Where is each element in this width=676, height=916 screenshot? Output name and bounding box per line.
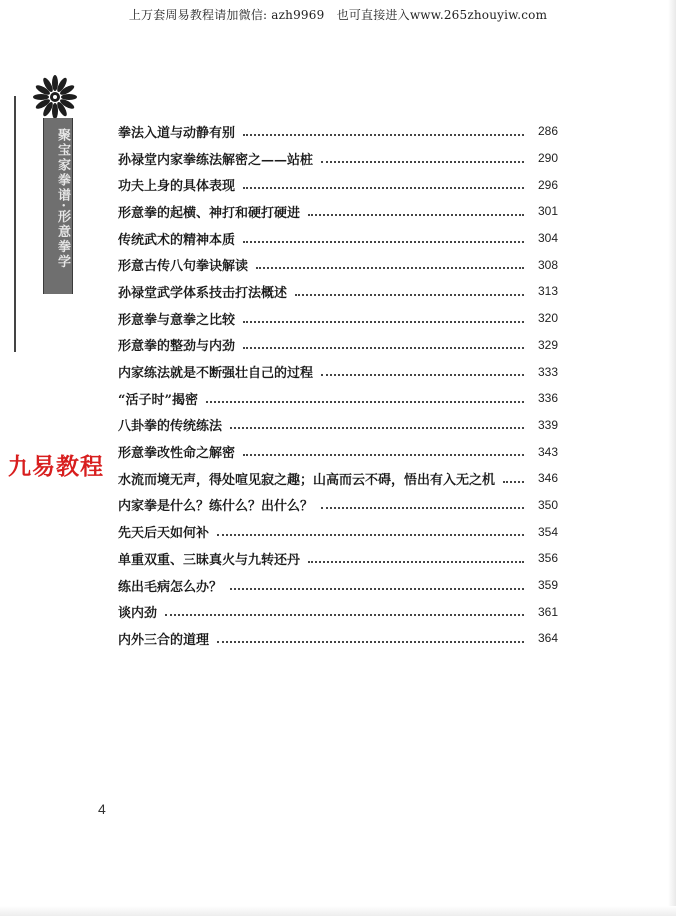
toc-entry-page: 346 <box>537 471 558 486</box>
toc-entry-page: 333 <box>537 364 558 379</box>
toc-entry-title: “活子时”揭密 <box>118 392 198 408</box>
spine-title-strip <box>43 118 73 294</box>
toc-entry-title: 功夫上身的具体表现 <box>118 179 236 195</box>
dot-leader <box>217 533 524 536</box>
toc-entry-title: 形意拳的整劲与内劲 <box>118 339 236 355</box>
toc-entry-title: 内外三合的道理 <box>118 632 210 648</box>
flower-ornament-icon <box>30 72 80 122</box>
toc-entry[interactable] <box>118 625 558 652</box>
toc-entry-page: 350 <box>537 497 558 512</box>
toc-entry-title: 形意拳的起横、神打和硬打硬进 <box>118 205 301 221</box>
dot-leader <box>206 400 524 403</box>
toc-entry-page: 359 <box>537 578 558 593</box>
toc-entry-page: 356 <box>537 551 558 566</box>
toc-entry[interactable] <box>118 225 558 252</box>
toc-entry-page: 343 <box>537 444 558 459</box>
dot-leader <box>503 480 524 483</box>
toc-entry[interactable] <box>118 145 558 172</box>
top-banner: 上万套周易教程请加微信: azh9969 也可直接进入www.265zhouyiw.com <box>128 8 548 22</box>
toc-entry-page: 290 <box>537 151 558 166</box>
toc-entry-title: 内家练法就是不断强壮自己的过程 <box>118 366 314 382</box>
toc-entry-page: 296 <box>537 177 558 192</box>
dot-leader <box>321 160 524 163</box>
toc-entry[interactable] <box>118 438 558 465</box>
dot-leader <box>230 587 524 590</box>
watermark-logo: 九易教程 <box>8 454 104 480</box>
dot-leader <box>243 186 524 189</box>
toc-entry-title: 形意古传八句拳诀解读 <box>118 259 249 275</box>
toc-entry[interactable] <box>118 358 558 385</box>
toc-entry-title: 练出毛病怎么办？ <box>118 579 223 595</box>
toc-entry-page: 339 <box>537 417 558 432</box>
toc-entry[interactable] <box>118 545 558 572</box>
dot-leader <box>243 453 524 456</box>
table-of-contents <box>118 118 558 652</box>
toc-entry-page: 304 <box>537 231 558 246</box>
dot-leader <box>243 240 524 243</box>
toc-entry-page: 336 <box>537 391 558 406</box>
toc-entry-page: 354 <box>537 524 558 539</box>
toc-entry-title: 八卦拳的传统练法 <box>118 419 223 435</box>
toc-entry[interactable] <box>118 572 558 599</box>
toc-entry-page: 286 <box>537 124 558 139</box>
toc-entry[interactable] <box>118 198 558 225</box>
toc-entry[interactable] <box>118 412 558 439</box>
toc-entry-title: 孙禄堂内家拳练法解密之——站桩 <box>118 152 314 168</box>
toc-entry[interactable] <box>118 118 558 145</box>
toc-entry-title: 先天后天如何补 <box>118 526 210 542</box>
dot-leader <box>165 613 524 616</box>
toc-entry-page: 313 <box>537 284 558 299</box>
toc-entry-page: 320 <box>537 311 558 326</box>
toc-entry-title: 拳法入道与动静有别 <box>118 125 236 141</box>
toc-entry[interactable] <box>118 251 558 278</box>
dot-leader <box>295 293 524 296</box>
scan-edge-right <box>668 0 676 916</box>
toc-entry-page: 308 <box>537 257 558 272</box>
toc-entry[interactable] <box>118 598 558 625</box>
spine-line <box>14 96 16 352</box>
dot-leader <box>308 560 524 563</box>
spine-title: 聚宝家拳谱·形意拳学 <box>55 128 70 270</box>
toc-entry-title: 单重双重、三昧真火与九转还丹 <box>118 552 301 568</box>
toc-entry-page: 364 <box>537 631 558 646</box>
toc-entry-page: 329 <box>537 337 558 352</box>
toc-entry-page: 361 <box>537 604 558 619</box>
dot-leader <box>243 133 524 136</box>
dot-leader <box>321 506 524 509</box>
toc-entry[interactable] <box>118 492 558 519</box>
dot-leader <box>243 320 524 323</box>
dot-leader <box>308 213 524 216</box>
toc-entry[interactable] <box>118 465 558 492</box>
toc-entry[interactable] <box>118 278 558 305</box>
toc-entry[interactable] <box>118 332 558 359</box>
toc-entry-title: 形意拳改性命之解密 <box>118 446 236 462</box>
dot-leader <box>256 266 524 269</box>
toc-entry-title: 水流而境无声，得处喧见寂之趣；山高而云不碍，悟出有入无之机 <box>118 472 496 488</box>
toc-entry[interactable] <box>118 171 558 198</box>
toc-entry-title: 内家拳是什么？练什么？出什么？ <box>118 499 314 515</box>
page-number: 4 <box>98 801 106 817</box>
dot-leader <box>217 640 524 643</box>
dot-leader <box>243 346 524 349</box>
toc-entry-title: 谈内劲 <box>118 606 158 622</box>
toc-entry-title: 孙禄堂武学体系技击打法概述 <box>118 285 288 301</box>
toc-entry-page: 301 <box>537 204 558 219</box>
dot-leader <box>230 426 524 429</box>
dot-leader <box>321 373 524 376</box>
toc-entry[interactable] <box>118 385 558 412</box>
scan-edge-bottom <box>0 906 676 916</box>
toc-entry-title: 传统武术的精神本质 <box>118 232 236 248</box>
toc-entry-title: 形意拳与意拳之比较 <box>118 312 236 328</box>
toc-entry[interactable] <box>118 305 558 332</box>
toc-entry[interactable] <box>118 518 558 545</box>
